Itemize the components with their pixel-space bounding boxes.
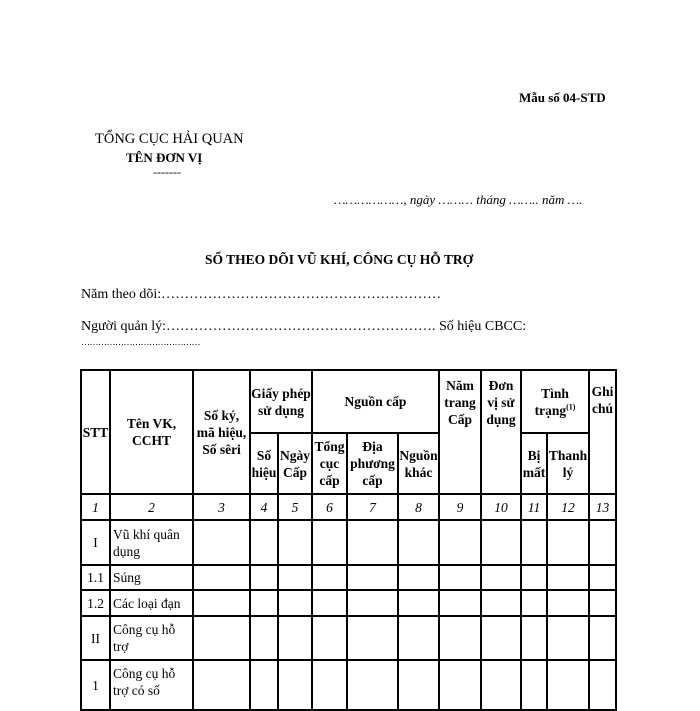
- table-row: [81, 590, 616, 616]
- form-code: Mẫu số 04-STD: [519, 90, 606, 105]
- column-number: 5: [278, 494, 312, 520]
- unit-underline: -------: [153, 165, 181, 179]
- header-permit-no: Số hiệu: [250, 433, 278, 494]
- unit-name: TÊN ĐƠN VỊ: [126, 150, 203, 165]
- manager-line: Người quản lý:…………………………………………………. Số hiệu CBCC:: [81, 319, 527, 334]
- header-source: Nguồn cấp: [312, 370, 439, 433]
- tracking-year-line: Năm theo dõi:……………………………………………………: [81, 287, 442, 302]
- header-serial: Số ký, mã hiệu, Số sêri: [193, 370, 250, 494]
- header-status-label: Tình trạng: [534, 385, 569, 418]
- header-status-liquidated: Thanh lý: [547, 433, 589, 494]
- row-name: Công cụ hỗ trợ: [110, 616, 193, 660]
- ledger-table: [80, 369, 617, 711]
- column-number: 12: [547, 494, 589, 520]
- header-status-lost: Bị mất: [521, 433, 547, 494]
- header-source-local: Địa phương cấp: [347, 433, 398, 494]
- row-name: Súng: [110, 565, 193, 590]
- agency-name: TỔNG CỤC HẢI QUAN: [95, 131, 244, 147]
- table-row: [81, 660, 616, 710]
- table-row: [81, 520, 616, 565]
- header-source-other: Nguồn khác: [398, 433, 439, 494]
- column-number: 9: [439, 494, 481, 520]
- row-stt: I: [81, 520, 110, 565]
- header-stt: STT: [81, 370, 110, 494]
- column-number: 6: [312, 494, 347, 520]
- row-name: Vũ khí quân dụng: [110, 520, 193, 565]
- manager-dots: ……………………………………: [81, 337, 200, 347]
- column-number: 13: [589, 494, 616, 520]
- column-number: 2: [110, 494, 193, 520]
- row-stt: 1.1: [81, 565, 110, 590]
- header-remarks: Ghi chú: [589, 370, 616, 494]
- column-number: 7: [347, 494, 398, 520]
- column-number: 10: [481, 494, 521, 520]
- table-row: [81, 616, 616, 660]
- table-row: [81, 565, 616, 590]
- column-number: 11: [521, 494, 547, 520]
- header-status-note: (1): [566, 402, 576, 411]
- header-user-unit: Đơn vị sử dụng: [481, 370, 521, 494]
- header-year: Năm trang Cấp: [439, 370, 481, 494]
- document-title: SỔ THEO DÕI VŨ KHÍ, CÔNG CỤ HỖ TRỢ: [205, 252, 474, 267]
- place-date: ………………, ngày ……… tháng …….. năm ….: [334, 192, 583, 207]
- header-name: Tên VK, CCHT: [110, 370, 193, 494]
- column-number: 4: [250, 494, 278, 520]
- column-number: 3: [193, 494, 250, 520]
- header-permit: Giấy phép sử dụng: [250, 370, 312, 433]
- column-number: 1: [81, 494, 110, 520]
- header-permit-date: Ngày Cấp: [278, 433, 312, 494]
- column-number: 8: [398, 494, 439, 520]
- column-number-row: [81, 494, 616, 520]
- row-name: Các loại đạn: [110, 590, 193, 616]
- row-stt: 1: [81, 660, 110, 710]
- row-stt: II: [81, 616, 110, 660]
- row-name: Công cụ hỗ trợ có số: [110, 660, 193, 710]
- header-source-general: Tổng cục cấp: [312, 433, 347, 494]
- header-status: [521, 370, 589, 433]
- row-stt: 1.2: [81, 590, 110, 616]
